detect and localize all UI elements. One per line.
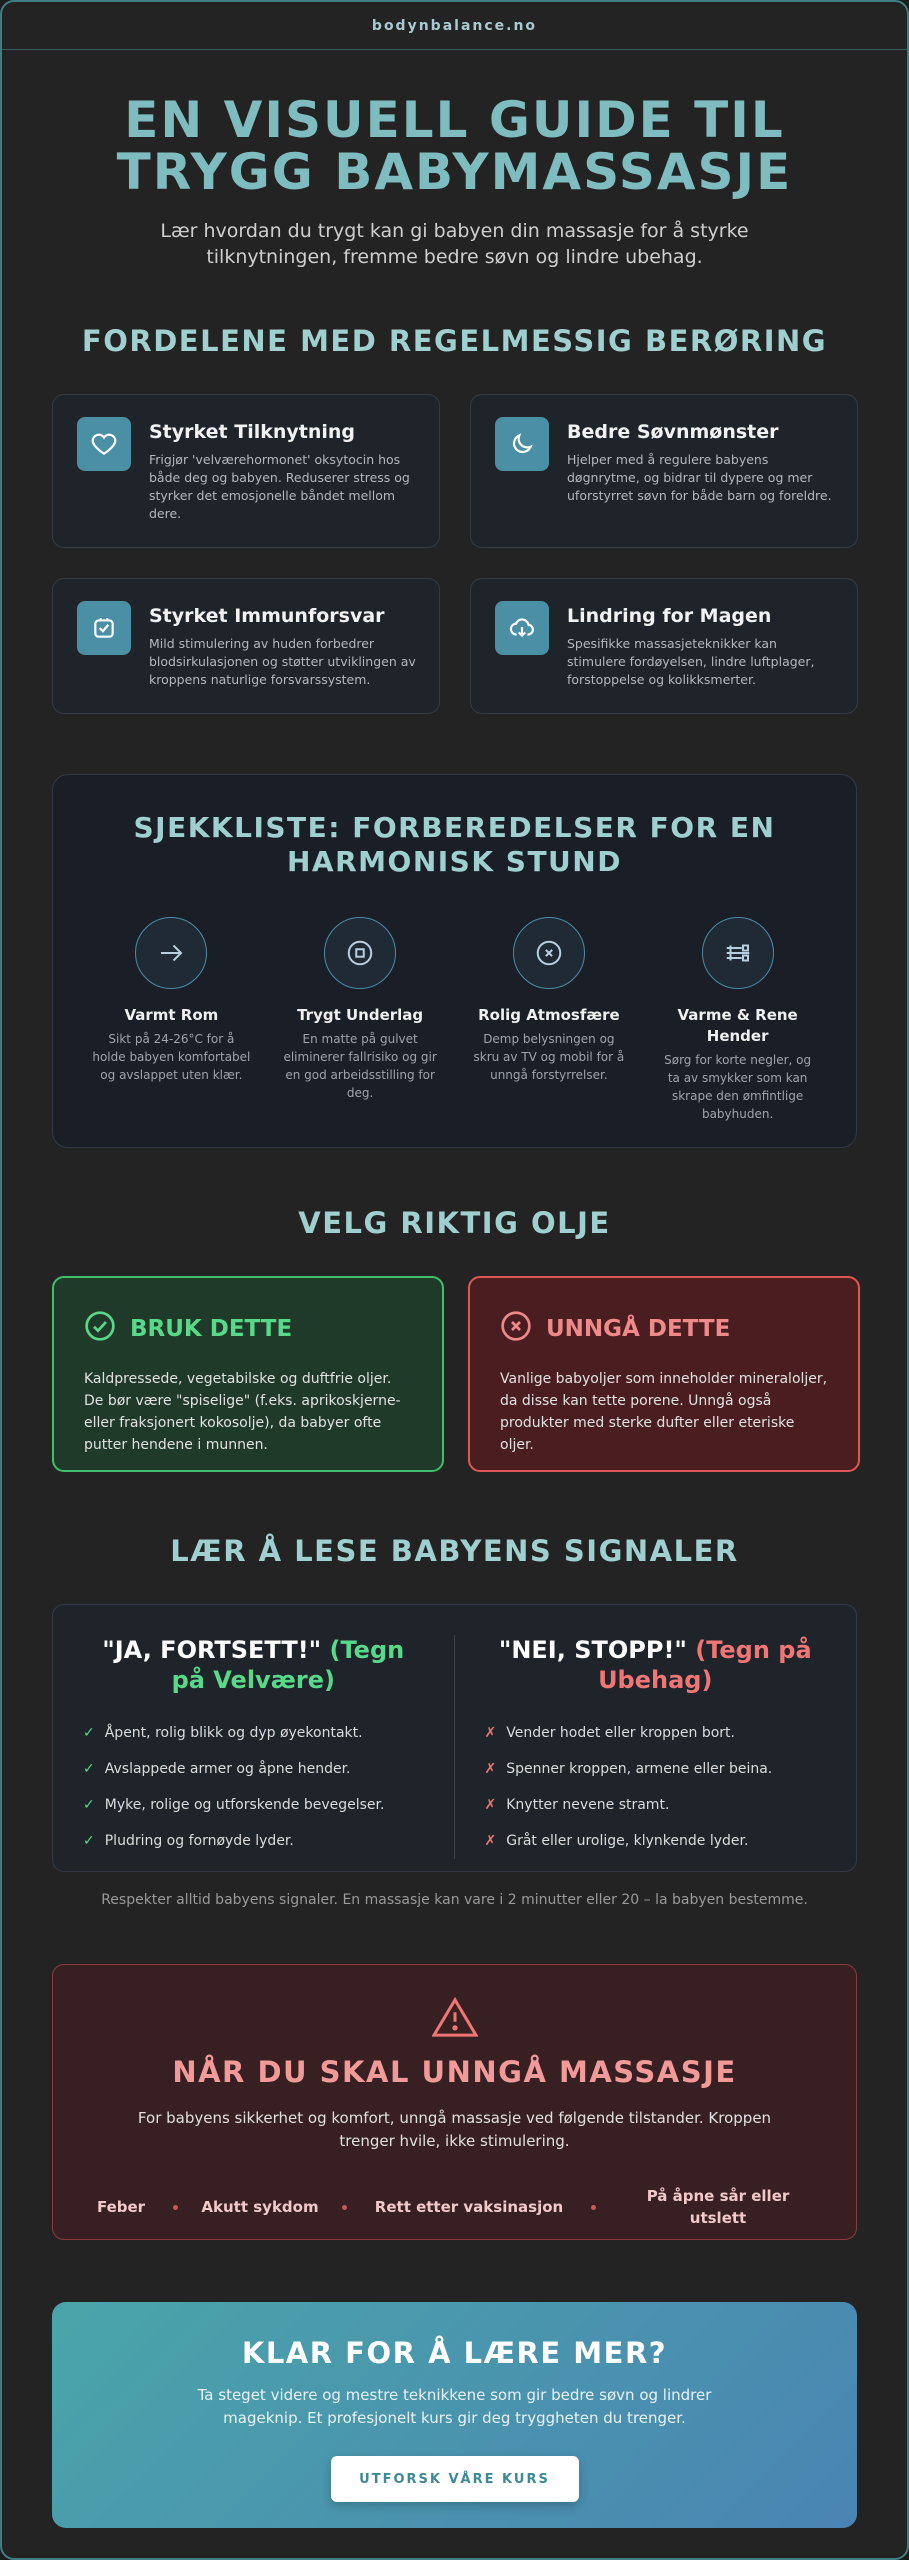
checklist-panel [52, 774, 857, 1148]
circle-x-icon [513, 917, 585, 989]
check-circle-icon [84, 1310, 116, 1348]
heart-icon [77, 417, 131, 471]
avoid-condition: Feber [96, 2198, 146, 2216]
checklist-item [643, 917, 832, 1123]
checklist-item [77, 917, 266, 1123]
checklist-item-text: Sørg for korte negler, og ta av smykker som kan skrape den ømfintlige babyhuden. [664, 1053, 812, 1121]
list-item: ✓ Åpent, rolig blikk og dyp øyekontakt. [83, 1715, 424, 1751]
benefit-card [470, 394, 858, 548]
signals-no-subtitle: (Tegn på Ubehag) [598, 1636, 812, 1694]
checklist-item-text: Sikt på 24-26°C for å holde babyen komfortabel og avslappet uten klær. [92, 1032, 251, 1082]
list-item: ✗ Spenner kroppen, armene eller beina. [485, 1751, 827, 1787]
list-item: ✗ Vender hodet eller kroppen bort. [485, 1715, 827, 1751]
sliders-icon [702, 917, 774, 989]
list-item: ✓ Myke, rolige og utforskende bevegelser. [83, 1787, 424, 1823]
oil-bad-text: Vanlige babyoljer som inneholder mineraloljer, da disse kan tette porene. Unngå også produkter med sterke dufter eller eteriske oljer. [500, 1371, 828, 1453]
checklist-item [455, 917, 644, 1123]
checklist-item-title: Trygt Underlag [297, 1006, 424, 1024]
check-icon: ✓ [83, 1761, 95, 1777]
avoid-condition: Akutt sykdom [201, 2198, 319, 2216]
signals-no-column [455, 1635, 857, 1859]
oil-good-title: BRUK DETTE [130, 1316, 293, 1342]
shield-check-icon [77, 601, 131, 655]
checklist-item [266, 917, 455, 1123]
avoid-text: For babyens sikkerhet og komfort, unngå massasje ved følgende tilstander. Kroppen trenger hvile, ikke stimulering. [137, 2109, 772, 2150]
benefits-title: FORDELENE MED REGELMESSIG BERØRING [81, 324, 828, 358]
check-icon: ✓ [83, 1797, 95, 1813]
checklist-item-text: En matte på gulvet eliminerer fallrisiko og gir en god arbeidsstilling for deg. [283, 1032, 437, 1100]
separator-dot [591, 2205, 596, 2210]
oil-bad-card [468, 1276, 860, 1472]
check-icon: ✓ [83, 1725, 95, 1741]
list-item: ✓ Avslappede armer og åpne hender. [83, 1751, 424, 1787]
hero-subtitle: Lær hvordan du trygt kan gi babyen din massasje for å styrke tilknytningen, fremme bedre søvn og lindre ubehag. [160, 220, 749, 268]
benefit-text: Mild stimulering av huden forbedrer blodsirkulasjonen og støtter utviklingen av kroppens naturlige forsvarssystem. [149, 636, 416, 687]
signals-yes-column [53, 1635, 455, 1859]
explore-courses-button[interactable]: UTFORSK VÅRE KURS [331, 2456, 579, 2502]
list-item: ✓ Pludring og fornøyde lyder. [83, 1823, 424, 1859]
oil-good-card [52, 1276, 444, 1472]
separator-dot [173, 2205, 178, 2210]
signals-note: Respekter alltid babyens signaler. En massasje kan vare i 2 minutter eller 20 – la babyen bestemme. [101, 1892, 808, 1908]
oil-good-text: Kaldpressede, vegetabilske og duftfrie oljer. De bør være "spiselige" (f.eks. aprikoskjerne- eller fraksjonert kokosolje), da babyer ofte putter hendene i munnen. [84, 1371, 401, 1453]
list-item: ✗ Knytter nevene stramt. [485, 1787, 827, 1823]
cross-icon: ✗ [484, 1797, 497, 1813]
cross-icon: ✗ [484, 1833, 497, 1849]
cta-text: Ta steget videre og mestre teknikkene som gir bedre søvn og lindrer mageknip. Et profesjonelt kurs gir deg tryggheten du trenger. [197, 2386, 712, 2427]
benefit-title: Styrket Tilknytning [149, 421, 356, 443]
benefit-card [470, 578, 858, 714]
signals-no-title: "NEI, STOPP!" [498, 1636, 687, 1664]
signals-title: LÆR Å LESE BABYENS SIGNALER [170, 1534, 739, 1568]
avoid-condition: På åpne sår eller utslett [646, 2187, 790, 2227]
hero [2, 50, 907, 270]
warning-icon [53, 1997, 856, 2041]
avoid-condition: Rett etter vaksinasjon [374, 2198, 564, 2216]
benefit-text: Spesifikke massasjeteknikker kan stimulere fordøyelsen, lindre luftplager, forstoppelse og kolikksmerter. [567, 636, 815, 687]
avoid-panel [52, 1964, 857, 2240]
cta-banner [52, 2302, 857, 2528]
avoid-title: NÅR DU SKAL UNNGÅ MASSASJE [172, 2055, 737, 2089]
page-title: EN VISUELL GUIDE TIL TRYGG BABYMASSASJE [116, 91, 793, 201]
benefit-text: Frigjør 'velværehormonet' oksytocin hos både deg og babyen. Reduserer stress og styrker det emosjonelle båndet mellom dere. [149, 452, 410, 521]
check-icon: ✓ [83, 1833, 95, 1849]
checklist-title: SJEKKLISTE: FORBEREDELSER FOR EN HARMONISK STUND [133, 811, 776, 878]
separator-dot [342, 2205, 347, 2210]
signals-yes-subtitle: (Tegn på Velvære) [171, 1636, 405, 1694]
benefit-text: Hjelper med å regulere babyens døgnrytme, og bidrar til dypere og mer uforstyrret søvn for både barn og foreldre. [567, 452, 832, 503]
checklist-item-title: Varmt Rom [124, 1006, 219, 1024]
benefit-title: Lindring for Magen [567, 605, 772, 627]
x-circle-icon [500, 1310, 532, 1348]
benefit-title: Bedre Søvnmønster [567, 421, 779, 443]
benefit-card [52, 578, 440, 714]
avoid-conditions [53, 2185, 856, 2229]
arrow-right-icon [135, 917, 207, 989]
stomach-relief-icon [495, 601, 549, 655]
checklist-item-title: Rolig Atmosfære [478, 1006, 620, 1024]
site-domain[interactable]: bodynbalance.no [2, 2, 907, 50]
oil-bad-title: UNNGÅ DETTE [546, 1316, 731, 1342]
list-item: ✗ Gråt eller urolige, klynkende lyder. [485, 1823, 827, 1859]
benefit-card [52, 394, 440, 548]
signals-yes-title: "JA, FORTSETT!" [102, 1636, 322, 1664]
checklist-item-text: Demp belysningen og skru av TV og mobil for å unngå forstyrrelser. [473, 1032, 625, 1082]
cross-icon: ✗ [484, 1725, 497, 1741]
cta-title: KLAR FOR Å LÆRE MER? [241, 2336, 668, 2370]
square-target-icon [324, 917, 396, 989]
oil-grid [52, 1276, 907, 1472]
oil-title: VELG RIKTIG OLJE [298, 1206, 611, 1240]
checklist-item-title: Varme & Rene Hender [677, 1006, 798, 1045]
moon-icon [495, 417, 549, 471]
benefit-title: Styrket Immunforsvar [149, 605, 385, 627]
benefits-grid [52, 394, 907, 714]
cross-icon: ✗ [484, 1761, 497, 1777]
signals-panel [52, 1604, 857, 1872]
